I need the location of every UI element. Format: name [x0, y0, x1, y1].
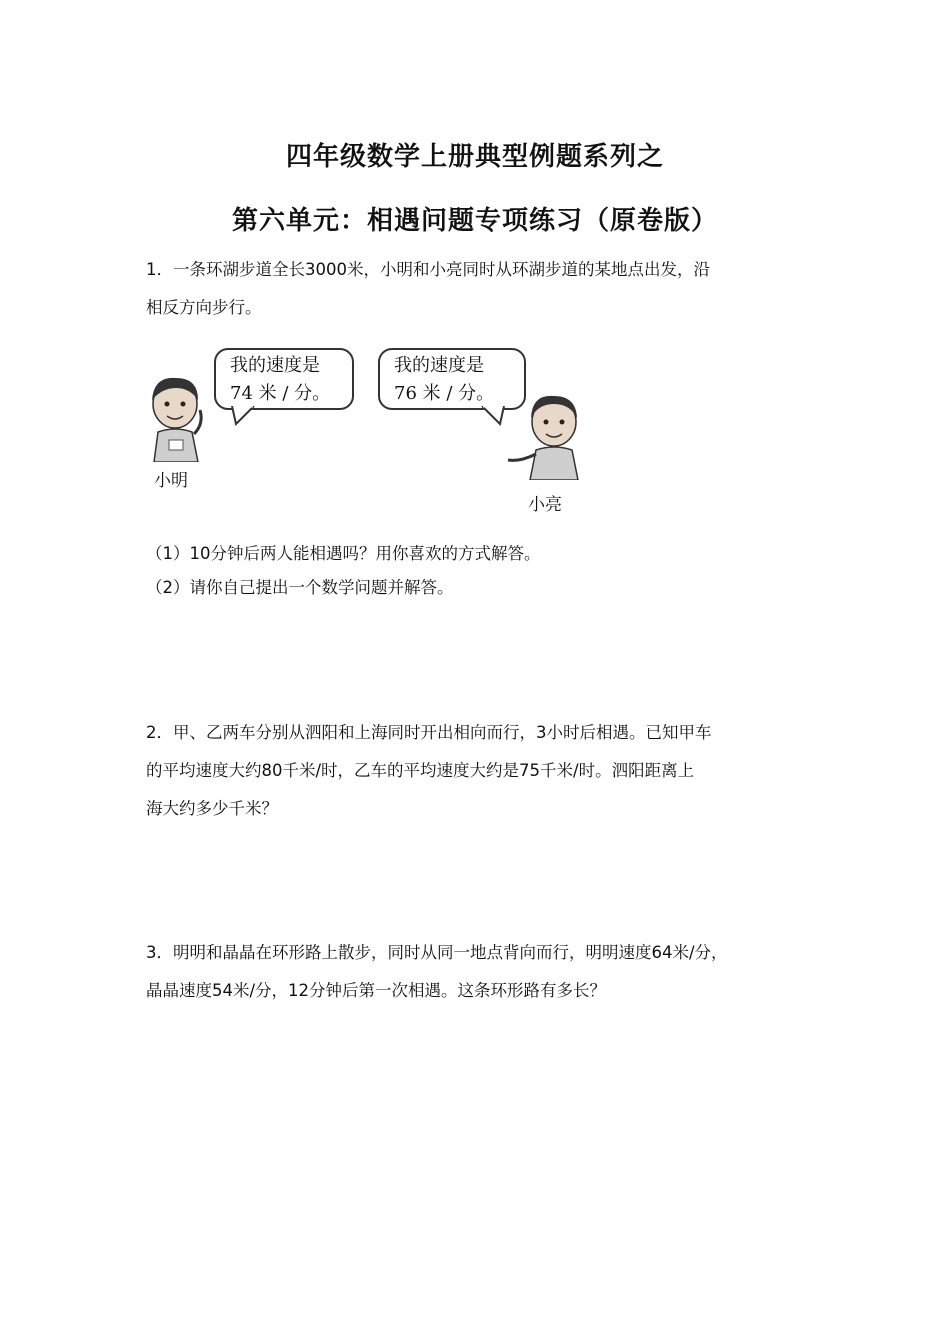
question-1-line-1: 1．一条环湖步道全长3000米，小明和小亮同时从环湖步道的某地点出发，沿 [146, 260, 710, 279]
bubble-xiaoming-line-2: 74 米 / 分。 [230, 383, 331, 404]
question-1-line-2: 相反方向步行。 [146, 298, 262, 317]
question-2-line-3: 海大约多少千米？ [146, 799, 278, 818]
bubble-xiaoming-line-1: 我的速度是 [230, 355, 320, 376]
bubble-xiaoliang-line-1: 我的速度是 [394, 355, 484, 376]
bubble-tail-left [228, 406, 258, 426]
speech-bubble-xiaoming [214, 348, 354, 410]
question-3-line-1: 3．明明和晶晶在环形路上散步，同时从同一地点背向而行，明明速度64米/分， [146, 943, 728, 962]
name-xiaoming: 小明 [154, 471, 188, 491]
bubble-xiaoliang-line-2: 76 米 / 分。 [394, 383, 495, 404]
xiaoliang-figure [502, 388, 592, 480]
name-xiaoliang: 小亮 [528, 495, 562, 515]
question-3-line-2: 晶晶速度54米/分，12分钟后第一次相遇。这条环形路有多长？ [146, 981, 607, 1000]
question-2-line-2: 的平均速度大约80千米/时，乙车的平均速度大约是75千米/时。泗阳距离上 [146, 761, 695, 780]
question-2-line-1: 2．甲、乙两车分别从泗阳和上海同时开出相向而行，3小时后相遇。已知甲车 [146, 723, 712, 742]
question-1-part-1: （1）10分钟后两人能相遇吗？用你喜欢的方式解答。 [146, 544, 541, 563]
title-line-1: 四年级数学上册典型例题系列之 [285, 142, 664, 172]
question-1-part-2: （2）请你自己提出一个数学问题并解答。 [146, 578, 454, 597]
title-line-2: 第六单元：相遇问题专项练习（原卷版） [231, 206, 718, 236]
xiaoming-figure [142, 370, 212, 462]
